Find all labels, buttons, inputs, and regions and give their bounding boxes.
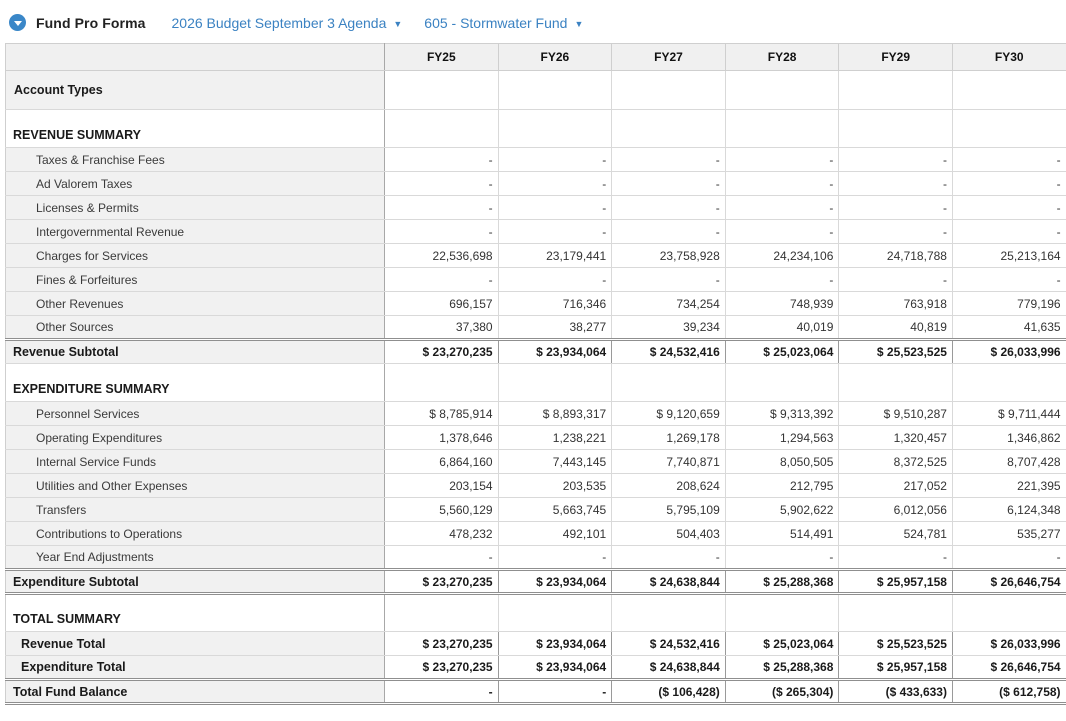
value-cell: - bbox=[725, 148, 839, 172]
row-label: Total Fund Balance bbox=[6, 680, 385, 704]
value-cell: 40,819 bbox=[839, 316, 953, 340]
table-row bbox=[6, 292, 1066, 316]
value-cell: $ 26,646,754 bbox=[952, 570, 1066, 594]
value-cell: - bbox=[725, 546, 839, 570]
value-cell: 39,234 bbox=[612, 316, 726, 340]
value-cell bbox=[725, 71, 839, 110]
value-cell: 535,277 bbox=[952, 522, 1066, 546]
value-cell: $ 23,934,064 bbox=[498, 340, 612, 364]
chevron-down-icon: ▼ bbox=[393, 18, 403, 29]
column-header: FY29 bbox=[839, 44, 953, 71]
value-cell: 1,320,457 bbox=[839, 426, 953, 450]
value-cell: 8,707,428 bbox=[952, 450, 1066, 474]
value-cell: $ 9,711,444 bbox=[952, 402, 1066, 426]
table-row bbox=[6, 402, 1066, 426]
value-cell: 221,395 bbox=[952, 474, 1066, 498]
table-row bbox=[6, 316, 1066, 340]
value-cell: - bbox=[952, 220, 1066, 244]
value-cell: 5,902,622 bbox=[725, 498, 839, 522]
row-label: Contributions to Operations bbox=[6, 522, 385, 546]
table-row bbox=[6, 196, 1066, 220]
value-cell: - bbox=[498, 680, 612, 704]
row-label: Revenue Total bbox=[6, 632, 385, 656]
value-cell: 716,346 bbox=[498, 292, 612, 316]
value-cell: - bbox=[385, 172, 499, 196]
table-row bbox=[6, 110, 1066, 148]
value-cell: $ 9,120,659 bbox=[612, 402, 726, 426]
row-label: TOTAL SUMMARY bbox=[6, 594, 385, 632]
row-label: Personnel Services bbox=[6, 402, 385, 426]
page-title: Fund Pro Forma bbox=[36, 14, 146, 31]
row-label: Utilities and Other Expenses bbox=[6, 474, 385, 498]
value-cell: 1,269,178 bbox=[612, 426, 726, 450]
value-cell: ($ 265,304) bbox=[725, 680, 839, 704]
toolbar bbox=[0, 0, 1066, 43]
value-cell: - bbox=[385, 148, 499, 172]
value-cell: - bbox=[839, 172, 953, 196]
value-cell: 763,918 bbox=[839, 292, 953, 316]
value-cell: - bbox=[498, 546, 612, 570]
table-header-row bbox=[6, 44, 1066, 71]
value-cell: 514,491 bbox=[725, 522, 839, 546]
value-cell: $ 24,638,844 bbox=[612, 656, 726, 680]
value-cell bbox=[952, 594, 1066, 632]
value-cell: 37,380 bbox=[385, 316, 499, 340]
value-cell: $ 24,532,416 bbox=[612, 632, 726, 656]
table-row bbox=[6, 426, 1066, 450]
row-label: Transfers bbox=[6, 498, 385, 522]
fund-pro-forma-table-container bbox=[0, 43, 1066, 705]
value-cell: $ 25,288,368 bbox=[725, 656, 839, 680]
value-cell: 1,346,862 bbox=[952, 426, 1066, 450]
fund-table-body bbox=[6, 71, 1066, 704]
value-cell: $ 24,638,844 bbox=[612, 570, 726, 594]
table-row bbox=[6, 546, 1066, 570]
value-cell: 40,019 bbox=[725, 316, 839, 340]
row-label: Charges for Services bbox=[6, 244, 385, 268]
row-label: Year End Adjustments bbox=[6, 546, 385, 570]
value-cell: $ 26,033,996 bbox=[952, 632, 1066, 656]
chevron-down-icon: ▼ bbox=[574, 18, 584, 29]
row-label: Fines & Forfeitures bbox=[6, 268, 385, 292]
value-cell: - bbox=[952, 148, 1066, 172]
value-cell: 208,624 bbox=[612, 474, 726, 498]
value-cell: 524,781 bbox=[839, 522, 953, 546]
value-cell: $ 9,313,392 bbox=[725, 402, 839, 426]
value-cell: 41,635 bbox=[952, 316, 1066, 340]
value-cell: $ 25,957,158 bbox=[839, 656, 953, 680]
row-label: Other Revenues bbox=[6, 292, 385, 316]
value-cell: - bbox=[839, 148, 953, 172]
value-cell: ($ 433,633) bbox=[839, 680, 953, 704]
value-cell: - bbox=[498, 268, 612, 292]
table-row bbox=[6, 220, 1066, 244]
value-cell: - bbox=[839, 220, 953, 244]
value-cell: $ 25,288,368 bbox=[725, 570, 839, 594]
value-cell bbox=[725, 364, 839, 402]
value-cell: 38,277 bbox=[498, 316, 612, 340]
value-cell: ($ 106,428) bbox=[612, 680, 726, 704]
value-cell: 22,536,698 bbox=[385, 244, 499, 268]
value-cell: - bbox=[498, 172, 612, 196]
value-cell: - bbox=[612, 220, 726, 244]
value-cell bbox=[839, 364, 953, 402]
table-row bbox=[6, 498, 1066, 522]
value-cell bbox=[385, 71, 499, 110]
value-cell: 7,443,145 bbox=[498, 450, 612, 474]
value-cell bbox=[385, 594, 499, 632]
value-cell: 5,560,129 bbox=[385, 498, 499, 522]
value-cell: - bbox=[385, 680, 499, 704]
value-cell bbox=[612, 364, 726, 402]
row-label: Expenditure Total bbox=[6, 656, 385, 680]
fund-dropdown[interactable] bbox=[424, 15, 583, 31]
value-cell: $ 8,893,317 bbox=[498, 402, 612, 426]
fund-pro-forma-table bbox=[5, 43, 1066, 705]
value-cell: - bbox=[839, 196, 953, 220]
chevron-down-icon bbox=[14, 21, 22, 26]
value-cell: $ 25,957,158 bbox=[839, 570, 953, 594]
row-label: EXPENDITURE SUMMARY bbox=[6, 364, 385, 402]
row-label: Account Types bbox=[6, 71, 385, 110]
value-cell bbox=[952, 364, 1066, 402]
value-cell: $ 23,270,235 bbox=[385, 632, 499, 656]
value-cell: $ 23,270,235 bbox=[385, 570, 499, 594]
value-cell: 748,939 bbox=[725, 292, 839, 316]
row-label: Other Sources bbox=[6, 316, 385, 340]
value-cell: $ 9,510,287 bbox=[839, 402, 953, 426]
value-cell bbox=[839, 71, 953, 110]
value-cell: $ 26,646,754 bbox=[952, 656, 1066, 680]
value-cell: 23,758,928 bbox=[612, 244, 726, 268]
value-cell bbox=[385, 110, 499, 148]
value-cell bbox=[612, 71, 726, 110]
budget-dropdown[interactable] bbox=[172, 15, 403, 31]
table-row bbox=[6, 570, 1066, 594]
value-cell: - bbox=[952, 546, 1066, 570]
value-cell: 6,124,348 bbox=[952, 498, 1066, 522]
value-cell: 5,663,745 bbox=[498, 498, 612, 522]
value-cell: - bbox=[612, 196, 726, 220]
column-header: FY30 bbox=[952, 44, 1066, 71]
table-row bbox=[6, 148, 1066, 172]
value-cell: ($ 612,758) bbox=[952, 680, 1066, 704]
value-cell: - bbox=[725, 196, 839, 220]
row-label: Ad Valorem Taxes bbox=[6, 172, 385, 196]
table-row bbox=[6, 244, 1066, 268]
value-cell: - bbox=[385, 268, 499, 292]
value-cell: 504,403 bbox=[612, 522, 726, 546]
value-cell: - bbox=[952, 196, 1066, 220]
row-label: Internal Service Funds bbox=[6, 450, 385, 474]
table-row bbox=[6, 656, 1066, 680]
value-cell: - bbox=[952, 172, 1066, 196]
value-cell: 6,012,056 bbox=[839, 498, 953, 522]
value-cell: - bbox=[725, 172, 839, 196]
value-cell: - bbox=[385, 196, 499, 220]
row-label: Revenue Subtotal bbox=[6, 340, 385, 364]
row-label: Taxes & Franchise Fees bbox=[6, 148, 385, 172]
value-cell: - bbox=[725, 268, 839, 292]
value-cell: 478,232 bbox=[385, 522, 499, 546]
value-cell bbox=[498, 594, 612, 632]
value-cell bbox=[498, 71, 612, 110]
value-cell: 203,535 bbox=[498, 474, 612, 498]
column-header: FY26 bbox=[498, 44, 612, 71]
value-cell bbox=[498, 110, 612, 148]
table-row bbox=[6, 172, 1066, 196]
value-cell: $ 23,934,064 bbox=[498, 632, 612, 656]
table-row bbox=[6, 594, 1066, 632]
value-cell: - bbox=[498, 196, 612, 220]
value-cell: $ 25,523,525 bbox=[839, 632, 953, 656]
value-cell: 5,795,109 bbox=[612, 498, 726, 522]
value-cell: $ 23,270,235 bbox=[385, 340, 499, 364]
value-cell bbox=[612, 110, 726, 148]
value-cell: - bbox=[839, 546, 953, 570]
value-cell: $ 23,934,064 bbox=[498, 656, 612, 680]
value-cell: - bbox=[612, 268, 726, 292]
table-row bbox=[6, 474, 1066, 498]
table-row bbox=[6, 450, 1066, 474]
value-cell bbox=[725, 110, 839, 148]
value-cell bbox=[612, 594, 726, 632]
row-label: Operating Expenditures bbox=[6, 426, 385, 450]
value-cell: $ 8,785,914 bbox=[385, 402, 499, 426]
value-cell bbox=[385, 364, 499, 402]
value-cell: $ 23,934,064 bbox=[498, 570, 612, 594]
table-row bbox=[6, 522, 1066, 546]
table-row bbox=[6, 71, 1066, 110]
row-label: REVENUE SUMMARY bbox=[6, 110, 385, 148]
value-cell: 696,157 bbox=[385, 292, 499, 316]
value-cell bbox=[952, 71, 1066, 110]
value-cell: 492,101 bbox=[498, 522, 612, 546]
table-row bbox=[6, 680, 1066, 704]
value-cell: 6,864,160 bbox=[385, 450, 499, 474]
value-cell: 1,294,563 bbox=[725, 426, 839, 450]
value-cell: $ 26,033,996 bbox=[952, 340, 1066, 364]
value-cell: $ 24,532,416 bbox=[612, 340, 726, 364]
table-row bbox=[6, 340, 1066, 364]
column-header: FY25 bbox=[385, 44, 499, 71]
value-cell: 779,196 bbox=[952, 292, 1066, 316]
row-label: Intergovernmental Revenue bbox=[6, 220, 385, 244]
value-cell: - bbox=[725, 220, 839, 244]
value-cell: - bbox=[839, 268, 953, 292]
value-cell: $ 23,270,235 bbox=[385, 656, 499, 680]
value-cell: $ 25,523,525 bbox=[839, 340, 953, 364]
value-cell: 217,052 bbox=[839, 474, 953, 498]
value-cell: 25,213,164 bbox=[952, 244, 1066, 268]
table-row bbox=[6, 364, 1066, 402]
value-cell: 8,050,505 bbox=[725, 450, 839, 474]
value-cell: 203,154 bbox=[385, 474, 499, 498]
value-cell: 24,718,788 bbox=[839, 244, 953, 268]
collapse-section-icon[interactable] bbox=[9, 14, 26, 31]
value-cell bbox=[839, 594, 953, 632]
value-cell: - bbox=[498, 148, 612, 172]
value-cell: $ 25,023,064 bbox=[725, 632, 839, 656]
row-label: Expenditure Subtotal bbox=[6, 570, 385, 594]
header-spacer-cell bbox=[6, 44, 385, 71]
column-header: FY27 bbox=[612, 44, 726, 71]
table-row bbox=[6, 632, 1066, 656]
value-cell: - bbox=[498, 220, 612, 244]
value-cell: 1,378,646 bbox=[385, 426, 499, 450]
value-cell: - bbox=[612, 172, 726, 196]
value-cell: 23,179,441 bbox=[498, 244, 612, 268]
value-cell bbox=[498, 364, 612, 402]
value-cell bbox=[839, 110, 953, 148]
table-row bbox=[6, 268, 1066, 292]
value-cell: - bbox=[612, 546, 726, 570]
value-cell: 7,740,871 bbox=[612, 450, 726, 474]
value-cell: - bbox=[612, 148, 726, 172]
value-cell: - bbox=[385, 220, 499, 244]
value-cell: 212,795 bbox=[725, 474, 839, 498]
value-cell: - bbox=[385, 546, 499, 570]
budget-dropdown-label: 2026 Budget September 3 Agenda bbox=[171, 14, 387, 31]
value-cell: 734,254 bbox=[612, 292, 726, 316]
value-cell: - bbox=[952, 268, 1066, 292]
value-cell: 8,372,525 bbox=[839, 450, 953, 474]
value-cell: $ 25,023,064 bbox=[725, 340, 839, 364]
value-cell: 24,234,106 bbox=[725, 244, 839, 268]
value-cell bbox=[952, 110, 1066, 148]
row-label: Licenses & Permits bbox=[6, 196, 385, 220]
fund-dropdown-label: 605 - Stormwater Fund bbox=[424, 14, 568, 31]
value-cell: 1,238,221 bbox=[498, 426, 612, 450]
value-cell bbox=[725, 594, 839, 632]
column-header: FY28 bbox=[725, 44, 839, 71]
